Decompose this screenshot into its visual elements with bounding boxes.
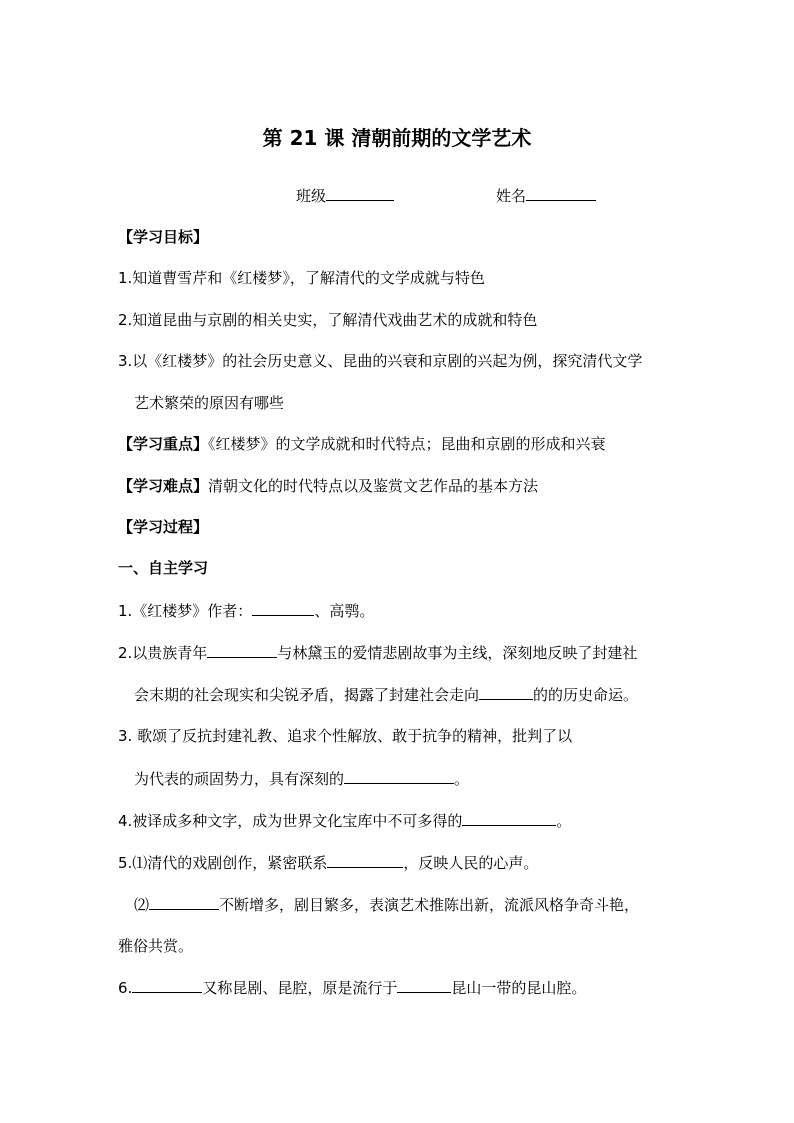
class-field [296, 184, 394, 207]
question-text: 不断增多，剧目繁多，表演艺术推陈出新，流派风格争奇斗艳， [219, 896, 640, 914]
question-text: 昆山一带的昆山腔。 [451, 979, 587, 997]
question-5 [118, 851, 538, 873]
key-points-text: 《红楼梦》的文学成就和时代特点；昆曲和京剧的形成和兴衰 [208, 435, 606, 453]
question-5-part2 [134, 893, 639, 915]
difficulties-text: 清朝文化的时代特点以及鉴赏文艺作品的基本方法 [208, 477, 539, 495]
question-3-cont [134, 767, 469, 789]
key-points-label: 【学习重点】 [118, 435, 209, 453]
question-text: 5.⑴清代的戏剧创作，紧密联系 [118, 854, 328, 872]
question-text: 2.以贵族青年 [118, 644, 208, 662]
objective-item: 1.知道曹雪芹和《红楼梦》，了解清代的文学成就与特色 [118, 269, 485, 287]
answer-blank[interactable] [479, 683, 533, 700]
question-text: 的的历史命运。 [533, 686, 639, 704]
answer-blank[interactable] [462, 809, 556, 826]
difficulties-label: 【学习难点】 [118, 477, 209, 495]
question-text: 4.被译成多种文字，成为世界文化宝库中不可多得的 [118, 812, 463, 830]
question-2-cont [134, 683, 638, 705]
answer-blank[interactable] [397, 976, 451, 993]
objective-item: 3.以《红楼梦》的社会历史意义、昆曲的兴衰和京剧的兴起为例，探究清代文学 [118, 352, 643, 370]
class-blank[interactable] [326, 184, 394, 201]
process-heading: 【学习过程】 [118, 518, 209, 536]
objective-item: 艺术繁荣的原因有哪些 [134, 394, 285, 412]
name-label: 姓名 [496, 187, 527, 205]
name-blank[interactable] [526, 184, 596, 201]
question-text: ⑵ [134, 896, 150, 914]
class-label: 班级 [296, 187, 327, 205]
question-text: 、高鹗。 [314, 602, 375, 620]
question-text: 1.《红楼梦》作者： [118, 602, 253, 620]
objective-item: 2.知道昆曲与京剧的相关史实，了解清代戏曲艺术的成就和特色 [118, 311, 538, 329]
question-text: 会末期的社会现实和尖锐矛盾，揭露了封建社会走向 [134, 686, 480, 704]
question-2 [118, 641, 637, 663]
question-6 [118, 976, 586, 998]
answer-blank[interactable] [344, 767, 454, 784]
answer-blank[interactable] [327, 851, 403, 868]
answer-blank[interactable] [207, 641, 277, 658]
question-5-cont: 雅俗共赏。 [118, 937, 194, 955]
section-heading: 一、自主学习 [118, 559, 209, 577]
question-text: 与林黛玉的爱情悲剧故事为主线，深刻地反映了封建社 [277, 644, 638, 662]
question-text: 。 [556, 812, 572, 830]
answer-blank[interactable] [132, 976, 202, 993]
name-field [496, 184, 596, 207]
page-title: 第 21 课 清朝前期的文学艺术 [262, 126, 532, 150]
question-4 [118, 809, 571, 831]
question-text: 又称昆剧、昆腔，原是流行于 [202, 979, 398, 997]
difficulties [118, 475, 538, 497]
question-text: 。 [454, 770, 470, 788]
key-points [118, 433, 606, 455]
question-3: 3. 歌颂了反抗封建礼教、追求个性解放、敢于抗争的精神，批判了以 [118, 727, 573, 745]
question-text: 为代表的顽固势力，具有深刻的 [134, 770, 345, 788]
question-text: ，反映人民的心声。 [403, 854, 539, 872]
question-text: 6. [118, 979, 133, 997]
answer-blank[interactable] [252, 599, 314, 616]
question-1 [118, 599, 374, 621]
objectives-heading: 【学习目标】 [118, 228, 209, 246]
answer-blank[interactable] [149, 893, 219, 910]
